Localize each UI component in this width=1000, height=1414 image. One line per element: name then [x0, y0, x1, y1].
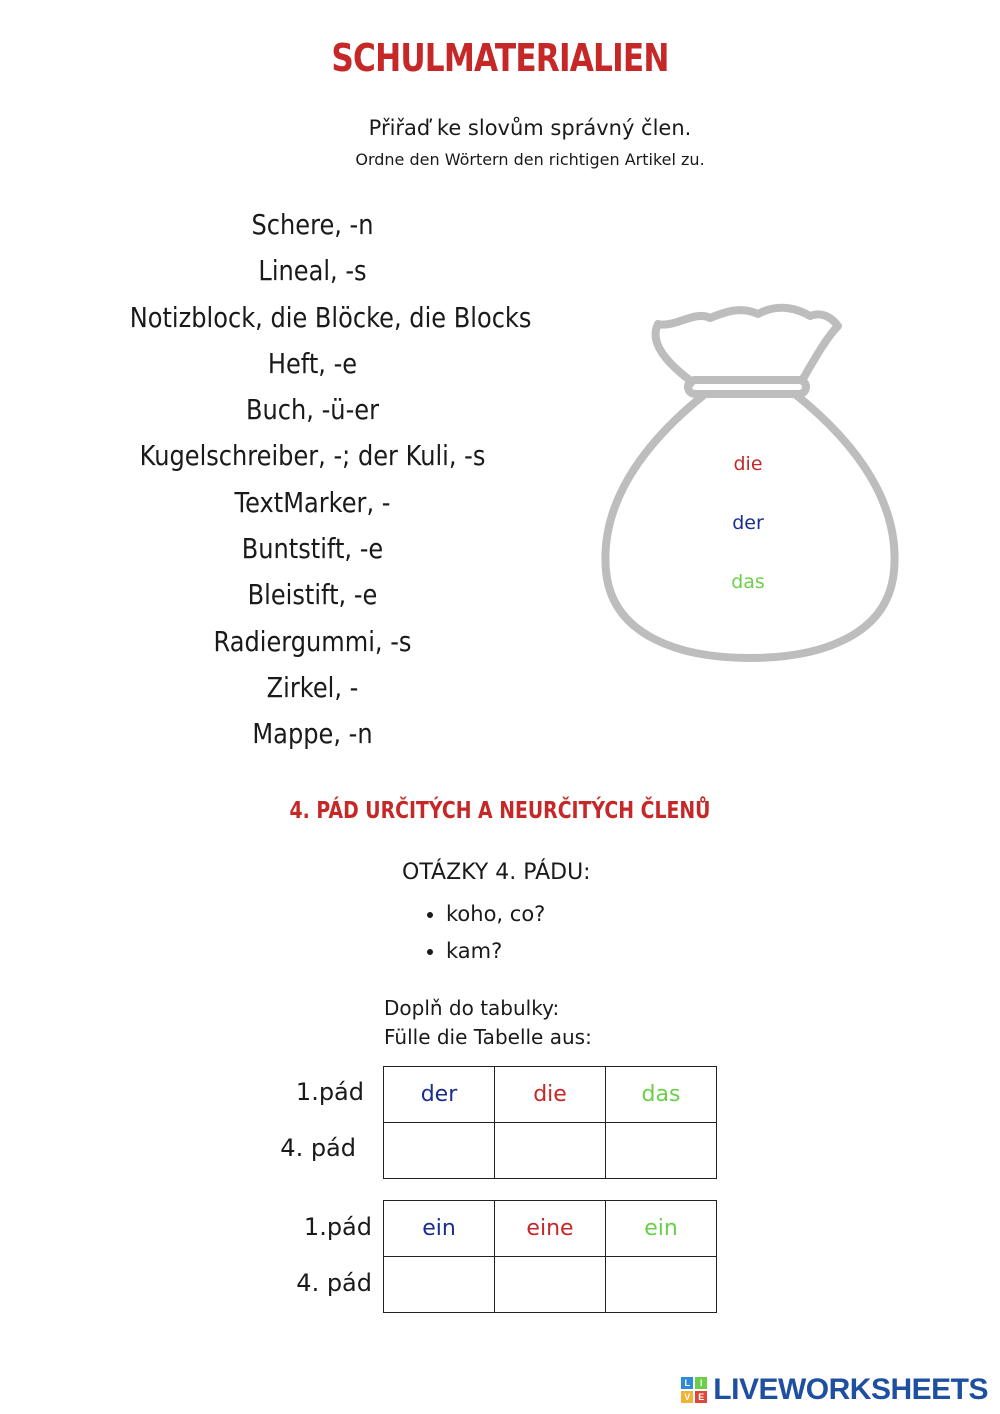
- logo-mark-letter: V: [681, 1391, 693, 1403]
- table2-row1-label: 1.pád: [303, 1213, 372, 1241]
- table-cell: das: [606, 1067, 717, 1123]
- word-item[interactable]: Notizblock, die Blöcke, die Blocks: [129, 300, 532, 334]
- liveworksheets-logo-icon: [681, 1377, 707, 1403]
- word-item[interactable]: Schere, -n: [251, 208, 374, 241]
- page-title: SCHULMATERIALIEN: [331, 36, 669, 80]
- word-item[interactable]: Buntstift, -e: [241, 532, 384, 566]
- fill-instruction-german: Fülle die Tabelle aus:: [384, 1025, 592, 1049]
- section-title: 4. PÁD URČITÝCH A NEURČITÝCH ČLENŮ: [289, 798, 711, 824]
- word-item[interactable]: Mappe, -n: [252, 717, 373, 751]
- questions-heading: OTÁZKY 4. PÁDU:: [402, 860, 591, 885]
- table1-row2-label: 4. pád: [280, 1134, 356, 1162]
- logo-text: LIVEWORKSHEETS: [713, 1373, 988, 1406]
- answer-cell[interactable]: [606, 1123, 717, 1179]
- word-item[interactable]: Radiergummi, -s: [213, 624, 412, 658]
- word-item[interactable]: Buch, -ü-er: [246, 393, 379, 427]
- table2-row2-label: 4. pád: [296, 1269, 372, 1297]
- logo-mark-letter: I: [695, 1377, 707, 1389]
- questions-list: [426, 896, 545, 970]
- logo-mark-letter: E: [695, 1391, 707, 1403]
- question-item: • kam?: [446, 933, 545, 970]
- question-item: • koho, co?: [446, 896, 545, 933]
- answer-cell[interactable]: [495, 1123, 606, 1179]
- table-cell: der: [384, 1067, 495, 1123]
- articles-table-definite: [383, 1066, 717, 1179]
- logo-mark-letter: L: [681, 1377, 693, 1389]
- instruction-german: Ordne den Wörtern den richtigen Artikel zu.: [355, 150, 705, 169]
- table-row: [384, 1123, 717, 1179]
- table1-row1-label: 1.pád: [295, 1078, 364, 1106]
- word-item[interactable]: Bleistift, -e: [247, 578, 378, 612]
- table-row: [384, 1201, 717, 1257]
- word-item[interactable]: Kugelschreiber, -; der Kuli, -s: [139, 439, 486, 473]
- word-item[interactable]: TextMarker, -: [234, 485, 391, 519]
- fill-instruction-czech: Doplň do tabulky:: [384, 996, 560, 1020]
- bag-article-der[interactable]: der: [732, 512, 764, 534]
- liveworksheets-logo: [681, 1372, 988, 1408]
- answer-cell[interactable]: [606, 1257, 717, 1313]
- word-list: [100, 202, 532, 758]
- articles-table-indefinite: [383, 1200, 717, 1313]
- answer-cell[interactable]: [384, 1257, 495, 1313]
- word-item[interactable]: Zirkel, -: [266, 670, 359, 704]
- table-cell: eine: [495, 1201, 606, 1257]
- table-cell: ein: [384, 1201, 495, 1257]
- bag-article-das[interactable]: das: [731, 571, 765, 593]
- instruction-czech: Přiřaď ke slovům správný člen.: [368, 116, 692, 140]
- answer-cell[interactable]: [384, 1123, 495, 1179]
- word-item[interactable]: Heft, -e: [267, 346, 358, 380]
- table-cell: die: [495, 1067, 606, 1123]
- bag-article-die[interactable]: die: [733, 453, 763, 475]
- table-row: [384, 1067, 717, 1123]
- answer-cell[interactable]: [495, 1257, 606, 1313]
- table-row: [384, 1257, 717, 1313]
- sack-icon: [600, 296, 900, 666]
- word-item[interactable]: Lineal, -s: [258, 254, 367, 288]
- table-cell: ein: [606, 1201, 717, 1257]
